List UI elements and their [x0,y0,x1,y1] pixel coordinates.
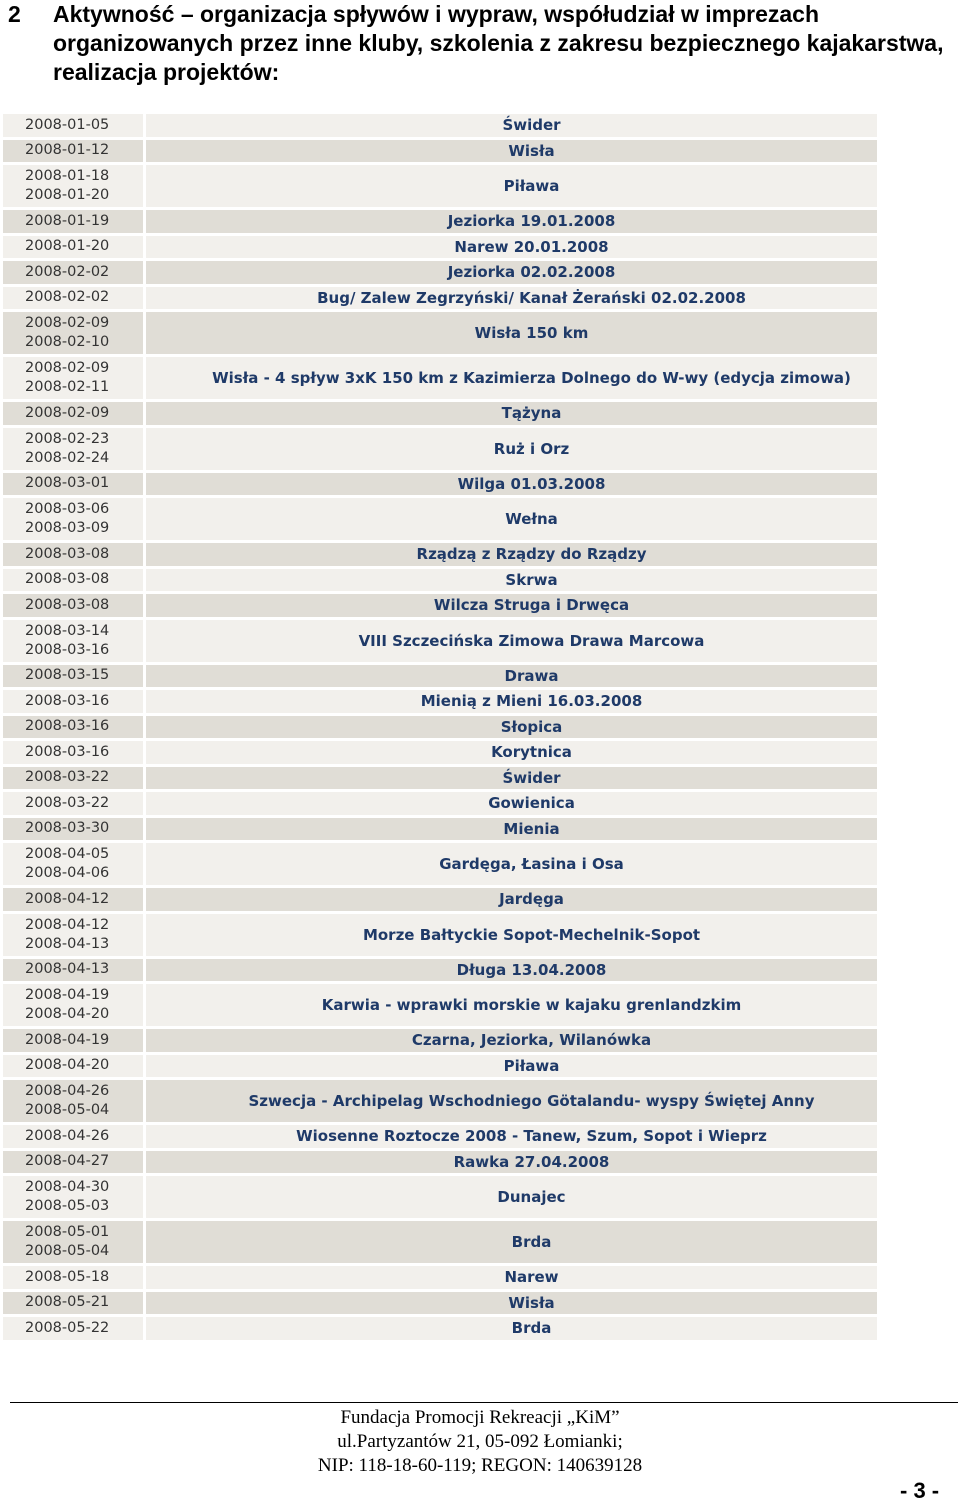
event-dates [3,236,143,259]
event-date: 2008-03-16 [25,743,110,760]
event-row [3,665,877,688]
event-dates [3,287,143,310]
event-name: Czarna, Jeziorka, Wilanówka [146,1029,877,1052]
footer [290,1406,670,1478]
footer-line-address: ul.Partyzantów 21, 05-092 Łomianki; [337,1431,623,1452]
event-row [3,1125,877,1148]
event-name: Słopica [146,716,877,739]
event-name: Piława [146,165,877,207]
event-row [3,428,877,470]
event-date: 2008-01-05 [25,116,110,133]
event-dates [3,261,143,284]
event-date: 2008-03-30 [25,820,110,837]
event-dates [3,594,143,617]
event-dates [3,792,143,815]
event-dates [3,620,143,662]
event-dates [3,818,143,841]
event-date: 2008-02-09 [25,404,110,421]
event-name: Ruż i Orz [146,428,877,470]
event-date: 2008-02-10 [25,334,110,350]
event-name: Wisła - 4 spływ 3xK 150 km z Kazimierza Dolnego do W-wy (edycja zimowa) [146,357,877,399]
event-row [3,261,877,284]
event-dates [3,1266,143,1289]
event-dates [3,1317,143,1340]
event-dates [3,402,143,425]
event-dates [3,1151,143,1174]
event-dates [3,843,143,885]
event-name: Mienią z Mieni 16.03.2008 [146,690,877,713]
event-row [3,1221,877,1263]
event-dates [3,1029,143,1052]
event-name: Karwia - wprawki morskie w kajaku grenlandzkim [146,984,877,1026]
event-row [3,1292,877,1315]
event-name: Bug/ Zalew Zegrzyński/ Kanał Żerański 02.02.2008 [146,287,877,310]
event-row [3,543,877,566]
event-name: Wisła [146,140,877,163]
footer-rule [10,1402,958,1403]
event-row [3,914,877,956]
event-name: Szwecja - Archipelag Wschodniego Götalandu- wyspy Świętej Anny [146,1080,877,1122]
event-name: Świder [146,114,877,137]
section-heading [8,0,948,87]
event-name: Świder [146,767,877,790]
event-name: Korytnica [146,741,877,764]
event-dates [3,1125,143,1148]
event-date: 2008-05-03 [25,1198,110,1214]
event-date: 2008-03-16 [25,641,110,658]
event-row [3,818,877,841]
event-row [3,357,877,399]
event-row [3,792,877,815]
page-number: - 3 - [900,1478,940,1503]
event-name: Gardęga, Łasina i Osa [146,843,877,885]
event-date: 2008-04-30 [25,1179,110,1195]
event-date: 2008-01-20 [25,187,110,203]
event-date: 2008-02-09 [25,360,110,376]
event-name: Brda [146,1317,877,1340]
event-dates [3,165,143,207]
event-name: Długa 13.04.2008 [146,959,877,982]
event-row [3,1176,877,1218]
event-date: 2008-02-24 [25,449,110,466]
event-dates [3,767,143,790]
event-row [3,959,877,982]
event-name: Wiosenne Roztocze 2008 - Tanew, Szum, Sopot i Wieprz [146,1125,877,1148]
event-name: Wisła 150 km [146,312,877,354]
event-date: 2008-02-11 [25,379,110,395]
event-date: 2008-03-06 [25,501,110,517]
event-name: Wełna [146,498,877,540]
event-row [3,210,877,233]
event-dates [3,357,143,399]
event-dates [3,498,143,540]
event-date: 2008-04-26 [25,1127,110,1144]
event-date: 2008-03-15 [25,667,110,684]
event-name: Piława [146,1055,877,1078]
event-row [3,1266,877,1289]
event-row [3,690,877,713]
event-name: VIII Szczecińska Zimowa Drawa Marcowa [146,620,877,662]
event-row [3,287,877,310]
event-dates [3,1055,143,1078]
event-name: Rządzą z Rządzy do Rządzy [146,543,877,566]
event-date: 2008-04-12 [25,916,110,933]
section-title: Aktywność – organizacja spływów i wypraw, współudział w imprezach organizowanych przez inne kluby, szkolenia z zakresu bezpiecznego kajakarstwa, realizacja projektów: [53,1,944,85]
event-dates [3,741,143,764]
event-name: Skrwa [146,569,877,592]
event-name: Narew [146,1266,877,1289]
event-name: Wisła [146,1292,877,1315]
event-date: 2008-02-02 [25,263,110,280]
event-row [3,1029,877,1052]
event-date: 2008-03-09 [25,520,110,536]
event-dates [3,1221,143,1263]
event-dates [3,140,143,163]
event-dates [3,569,143,592]
event-name: Tążyna [146,402,877,425]
event-row [3,716,877,739]
event-name: Morze Bałtyckie Sopot-Mechelnik-Sopot [146,914,877,956]
event-date: 2008-04-13 [25,961,110,978]
event-date: 2008-02-09 [25,315,110,331]
event-dates [3,888,143,911]
event-row [3,473,877,496]
event-date: 2008-05-22 [25,1319,110,1336]
event-row [3,236,877,259]
event-row [3,402,877,425]
event-dates [3,914,143,956]
event-date: 2008-05-21 [25,1294,110,1311]
event-dates [3,114,143,137]
event-row [3,843,877,885]
event-row [3,165,877,207]
event-date: 2008-01-12 [25,142,110,159]
event-row [3,1080,877,1122]
event-row [3,888,877,911]
event-date: 2008-03-22 [25,769,110,786]
event-date: 2008-04-12 [25,890,110,907]
events-table [3,114,877,1343]
event-row [3,984,877,1026]
event-dates [3,543,143,566]
event-date: 2008-03-22 [25,794,110,811]
section-number: 2 [8,1,21,27]
event-date: 2008-04-19 [25,1031,110,1048]
event-date: 2008-05-18 [25,1268,110,1285]
event-row [3,1055,877,1078]
event-dates [3,473,143,496]
event-date: 2008-05-04 [25,1243,110,1259]
footer-line-tax-ids: NIP: 118-18-60-119; REGON: 140639128 [317,1455,643,1476]
event-dates [3,428,143,470]
event-name: Mienia [146,818,877,841]
event-dates [3,312,143,354]
event-name: Jeziorka 02.02.2008 [146,261,877,284]
event-date: 2008-04-19 [25,987,110,1003]
event-date: 2008-01-20 [25,238,110,255]
event-date: 2008-04-20 [25,1006,110,1022]
event-date: 2008-02-23 [25,430,110,447]
event-row [3,767,877,790]
event-row [3,1317,877,1340]
event-date: 2008-03-08 [25,596,110,613]
event-date: 2008-04-27 [25,1153,110,1170]
event-date: 2008-04-20 [25,1057,110,1074]
event-dates [3,1080,143,1122]
event-date: 2008-01-18 [25,168,110,184]
event-dates [3,716,143,739]
event-dates [3,984,143,1026]
event-row [3,1151,877,1174]
event-row [3,594,877,617]
event-dates [3,1176,143,1218]
event-row [3,620,877,662]
event-name: Wilcza Struga i Drwęca [146,594,877,617]
event-date: 2008-03-14 [25,622,110,639]
event-name: Dunajec [146,1176,877,1218]
event-date: 2008-01-19 [25,212,110,229]
event-date: 2008-04-05 [25,846,110,862]
footer-line-organization: Fundacja Promocji Rekreacji „KiM” [340,1407,620,1428]
event-date: 2008-03-16 [25,692,110,709]
event-name: Drawa [146,665,877,688]
event-row [3,569,877,592]
event-date: 2008-05-01 [25,1224,110,1240]
event-row [3,741,877,764]
event-row [3,498,877,540]
event-row [3,312,877,354]
event-dates [3,1292,143,1315]
event-row [3,140,877,163]
event-name: Wilga 01.03.2008 [146,473,877,496]
event-dates [3,210,143,233]
event-dates [3,690,143,713]
event-date: 2008-03-08 [25,545,110,562]
event-date: 2008-03-08 [25,571,110,588]
event-date: 2008-04-13 [25,935,110,952]
event-name: Brda [146,1221,877,1263]
event-date: 2008-04-06 [25,865,110,881]
event-date: 2008-02-02 [25,289,110,306]
event-dates [3,665,143,688]
event-date: 2008-03-16 [25,718,110,735]
event-name: Gowienica [146,792,877,815]
event-dates [3,959,143,982]
event-date: 2008-03-01 [25,475,110,492]
event-name: Rawka 27.04.2008 [146,1151,877,1174]
event-name: Jeziorka 19.01.2008 [146,210,877,233]
event-row [3,114,877,137]
event-name: Jardęga [146,888,877,911]
event-date: 2008-04-26 [25,1083,110,1099]
event-date: 2008-05-04 [25,1102,110,1118]
event-name: Narew 20.01.2008 [146,236,877,259]
